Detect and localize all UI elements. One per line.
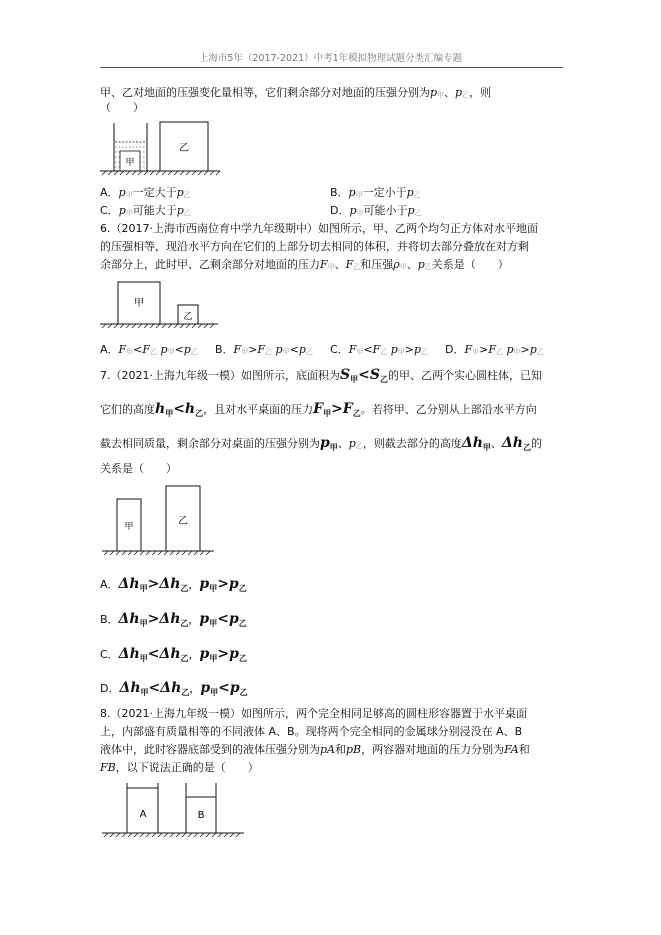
q7-option-d[interactable]: D．$\Delta h_甲<\Delta h_乙$，$p_甲<p_乙$ bbox=[100, 680, 248, 697]
fig-q6-label-yi: 乙 bbox=[183, 312, 193, 322]
q6-option-b[interactable]: B．F甲>F乙 p甲<p乙 bbox=[215, 343, 313, 356]
fig-q7-hatch bbox=[104, 551, 210, 555]
fig-q8-label-b: B bbox=[197, 810, 205, 821]
q7-option-b[interactable]: B．$\Delta h_甲>\Delta h_乙$，$p_甲<p_乙$ bbox=[100, 611, 247, 628]
page-header: 上海市5年（2017-2021）中考1年模拟物理试题分类汇编专题 bbox=[198, 53, 463, 64]
fig-q7-label-yi: 乙 bbox=[178, 516, 188, 527]
fig-q8-hatch bbox=[104, 833, 240, 837]
fig-prev-label-jia: 甲 bbox=[125, 158, 135, 168]
q8-line1: 8.（2021·上海九年级一模）如图所示，两个完全相同足够高的圆柱形容器置于水平桌面 bbox=[100, 707, 527, 720]
q-prev-option-a[interactable]: A．p甲一定大于p乙 bbox=[100, 186, 191, 199]
q-prev-paren: （ ） bbox=[100, 101, 144, 114]
fig-q6-label-jia: 甲 bbox=[134, 298, 144, 309]
fig-q7 bbox=[100, 482, 230, 562]
q8-line4: FB，以下说法正确的是（ ） bbox=[100, 761, 259, 774]
header-rule bbox=[100, 67, 563, 68]
fig-q8-label-a: A bbox=[139, 809, 147, 820]
q-prev-option-c[interactable]: C．p甲可能大于p乙 bbox=[100, 204, 191, 217]
fig-prev bbox=[100, 117, 240, 182]
q8-line3: 液体中，此时容器底部受到的液体压强分别为pA和pB，两容器对地面的压力分别为FA和 bbox=[100, 743, 530, 756]
q7-line3: 截去相同质量，剩余部分对桌面的压强分别为$p_甲$、p乙，则截去部分的高度$\Delta h_甲$、$\Delta h_乙$的 bbox=[100, 435, 542, 452]
q6-option-d[interactable]: D．F甲>F乙 p甲>p乙 bbox=[445, 343, 544, 356]
q-prev-option-b[interactable]: B．p甲一定小于p乙 bbox=[330, 186, 421, 199]
q6-line1: 6.（2017·上海市西南位育中学九年级期中）如图所示，甲、乙两个均匀正方体对水平地面 bbox=[100, 222, 538, 235]
q-prev-line1: 甲、乙对地面的压强变化量相等，它们剩余部分对地面的压强分别为p甲、p乙，则 bbox=[100, 86, 492, 99]
fig-prev-hatch bbox=[102, 171, 220, 175]
q7-line1: 7.（2021·上海九年级一模）如图所示，底面积为$S_甲<S_乙$的甲、乙两个实心圆柱体，已知 bbox=[100, 367, 542, 384]
q6-option-c[interactable]: C．F甲<F乙 p甲>p乙 bbox=[330, 343, 428, 356]
fig-prev-label-yi: 乙 bbox=[179, 143, 189, 154]
q-prev-option-d[interactable]: D．p甲可能小于p乙 bbox=[330, 204, 422, 217]
q7-option-c[interactable]: C．$\Delta h_甲<\Delta h_乙$，$p_甲>p_乙$ bbox=[100, 646, 247, 663]
fig-q6 bbox=[100, 278, 240, 330]
q7-line2: 它们的高度$h_甲<h_乙$，且对水平桌面的压力$F_甲>F_乙$。若将甲、乙分别从上部沿水平方向 bbox=[100, 401, 537, 418]
q7-line4: 关系是（ ） bbox=[100, 462, 177, 475]
q6-option-a[interactable]: A．F甲<F乙 p甲<p乙 bbox=[100, 343, 198, 356]
q8-line2: 上，内部盛有质量相等的不同液体 A、B。现将两个完全相同的金属球分别浸没在 A、B bbox=[100, 725, 523, 738]
fig-q6-hatch bbox=[102, 324, 214, 328]
q7-option-a[interactable]: A．$\Delta h_甲>\Delta h_乙$，$p_甲>p_乙$ bbox=[100, 576, 247, 593]
q6-line2: 的压强相等，现沿水平方向在它们的上部分切去相同的体积，并将切去部分叠放在对方剩 bbox=[100, 240, 529, 253]
fig-q8 bbox=[100, 779, 250, 843]
fig-q7-label-jia: 甲 bbox=[124, 522, 134, 532]
q6-line3: 余部分上，此时甲、乙剩余部分对地面的压力F甲、F乙和压强ρ甲、p乙关系是（ ） bbox=[100, 258, 509, 271]
